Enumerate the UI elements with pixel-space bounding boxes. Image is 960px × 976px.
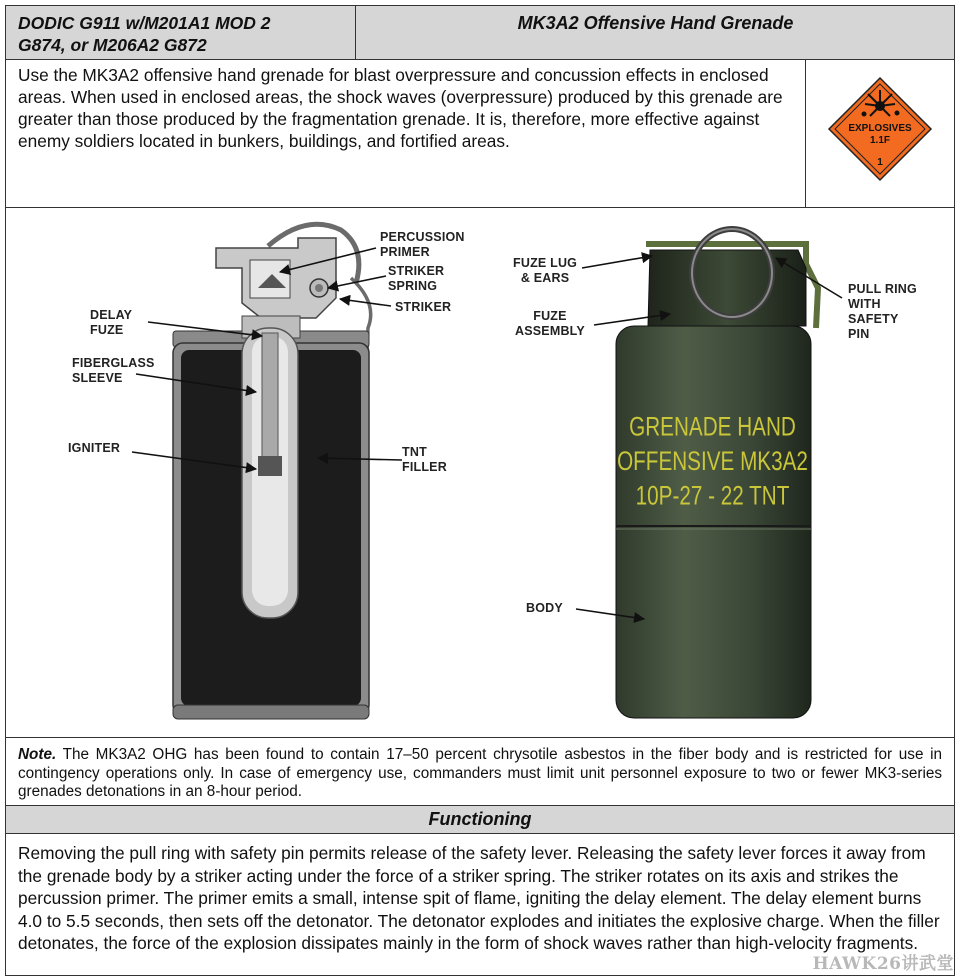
- grenade-illustrations: [6, 208, 953, 736]
- figure-row: [6, 208, 954, 738]
- grenade-marking-2: OFFENSIVE MK3A2: [617, 447, 808, 477]
- label-striker: STRIKER: [395, 300, 452, 314]
- functioning-header: Functioning: [6, 806, 954, 834]
- label-fiberglass-sleeve: FIBERGLASS SLEEVE: [72, 356, 155, 385]
- label-percussion-primer: PERCUSSION PRIMER: [380, 230, 465, 259]
- intro-row: [6, 60, 954, 208]
- placard-line-2: 1.1F: [869, 135, 891, 146]
- explosives-placard-icon: [827, 76, 933, 182]
- label-fuze-assembly: FUZE ASSEMBLY: [515, 309, 585, 338]
- exterior-grenade: [616, 229, 818, 718]
- watermark: HAWK26讲武堂: [812, 954, 954, 974]
- intro-paragraph: Use the MK3A2 offensive hand grenade for blast overpressure and concussion effects in enclosed areas. When used in enclosed areas, the shock waves (overpressure) produced by this grenade are greater than those produced by the fragmentation grenade. It is, therefore, more effective against enemy soldiers located in bunkers, buildings, and fortified areas.: [6, 60, 806, 207]
- header-row: [6, 6, 954, 60]
- dodic-line-2: G874, or M206A2 G872: [18, 35, 207, 55]
- placard-line-1: EXPLOSIVES: [848, 123, 912, 134]
- dodic-cell: [6, 6, 356, 59]
- document-table: [5, 5, 955, 976]
- dodic-line-1: DODIC G911 w/M201A1 MOD 2: [18, 13, 271, 33]
- hazard-placard-cell: [807, 60, 954, 207]
- grenade-marking-3: 10P-27 - 22 TNT: [635, 482, 790, 512]
- placard-division: 1: [877, 157, 883, 168]
- label-fuze-lug: FUZE LUG & EARS: [513, 256, 578, 285]
- note-text: The MK3A2 OHG has been found to contain 17–50 percent chrysotile asbestos in the fiber body and is restricted for use in contingency operations only. In case of emergency use, commanders must limit unit personnel exposure to two or fewer MK3-series grenades detonations in an 8-hour period.: [18, 746, 942, 800]
- label-striker-spring: STRIKER SPRING: [388, 264, 445, 293]
- label-delay-fuze: DELAY FUZE: [90, 308, 133, 337]
- note-label: Note.: [18, 746, 57, 763]
- label-igniter: IGNITER: [68, 441, 121, 455]
- label-pull-ring: PULL RING WITH SAFETY PIN: [848, 282, 917, 341]
- label-body: BODY: [526, 601, 563, 615]
- grenade-marking-1: GRENADE HAND: [629, 413, 796, 443]
- functioning-paragraph: Removing the pull ring with safety pin permits release of the safety lever. Releasing the safety lever forces it away from the grenade body by a striker acting under the force of a striker spring. The striker rotates on its axis and strikes the percussion primer. The primer emits a small, intense spit of flame, igniting the delay element. The delay element burns 4.0 to 5.5 seconds, then sets off the detonator. The detonator explodes and initiates the explosive charge. When the filler detonates, the force of the explosion dissipates mainly in the form of shock waves rather than high-velocity fragments.: [18, 843, 940, 953]
- page-title: MK3A2 Offensive Hand Grenade: [517, 13, 794, 33]
- label-tnt-filler: TNT FILLER: [402, 445, 447, 474]
- note-row: [6, 738, 954, 806]
